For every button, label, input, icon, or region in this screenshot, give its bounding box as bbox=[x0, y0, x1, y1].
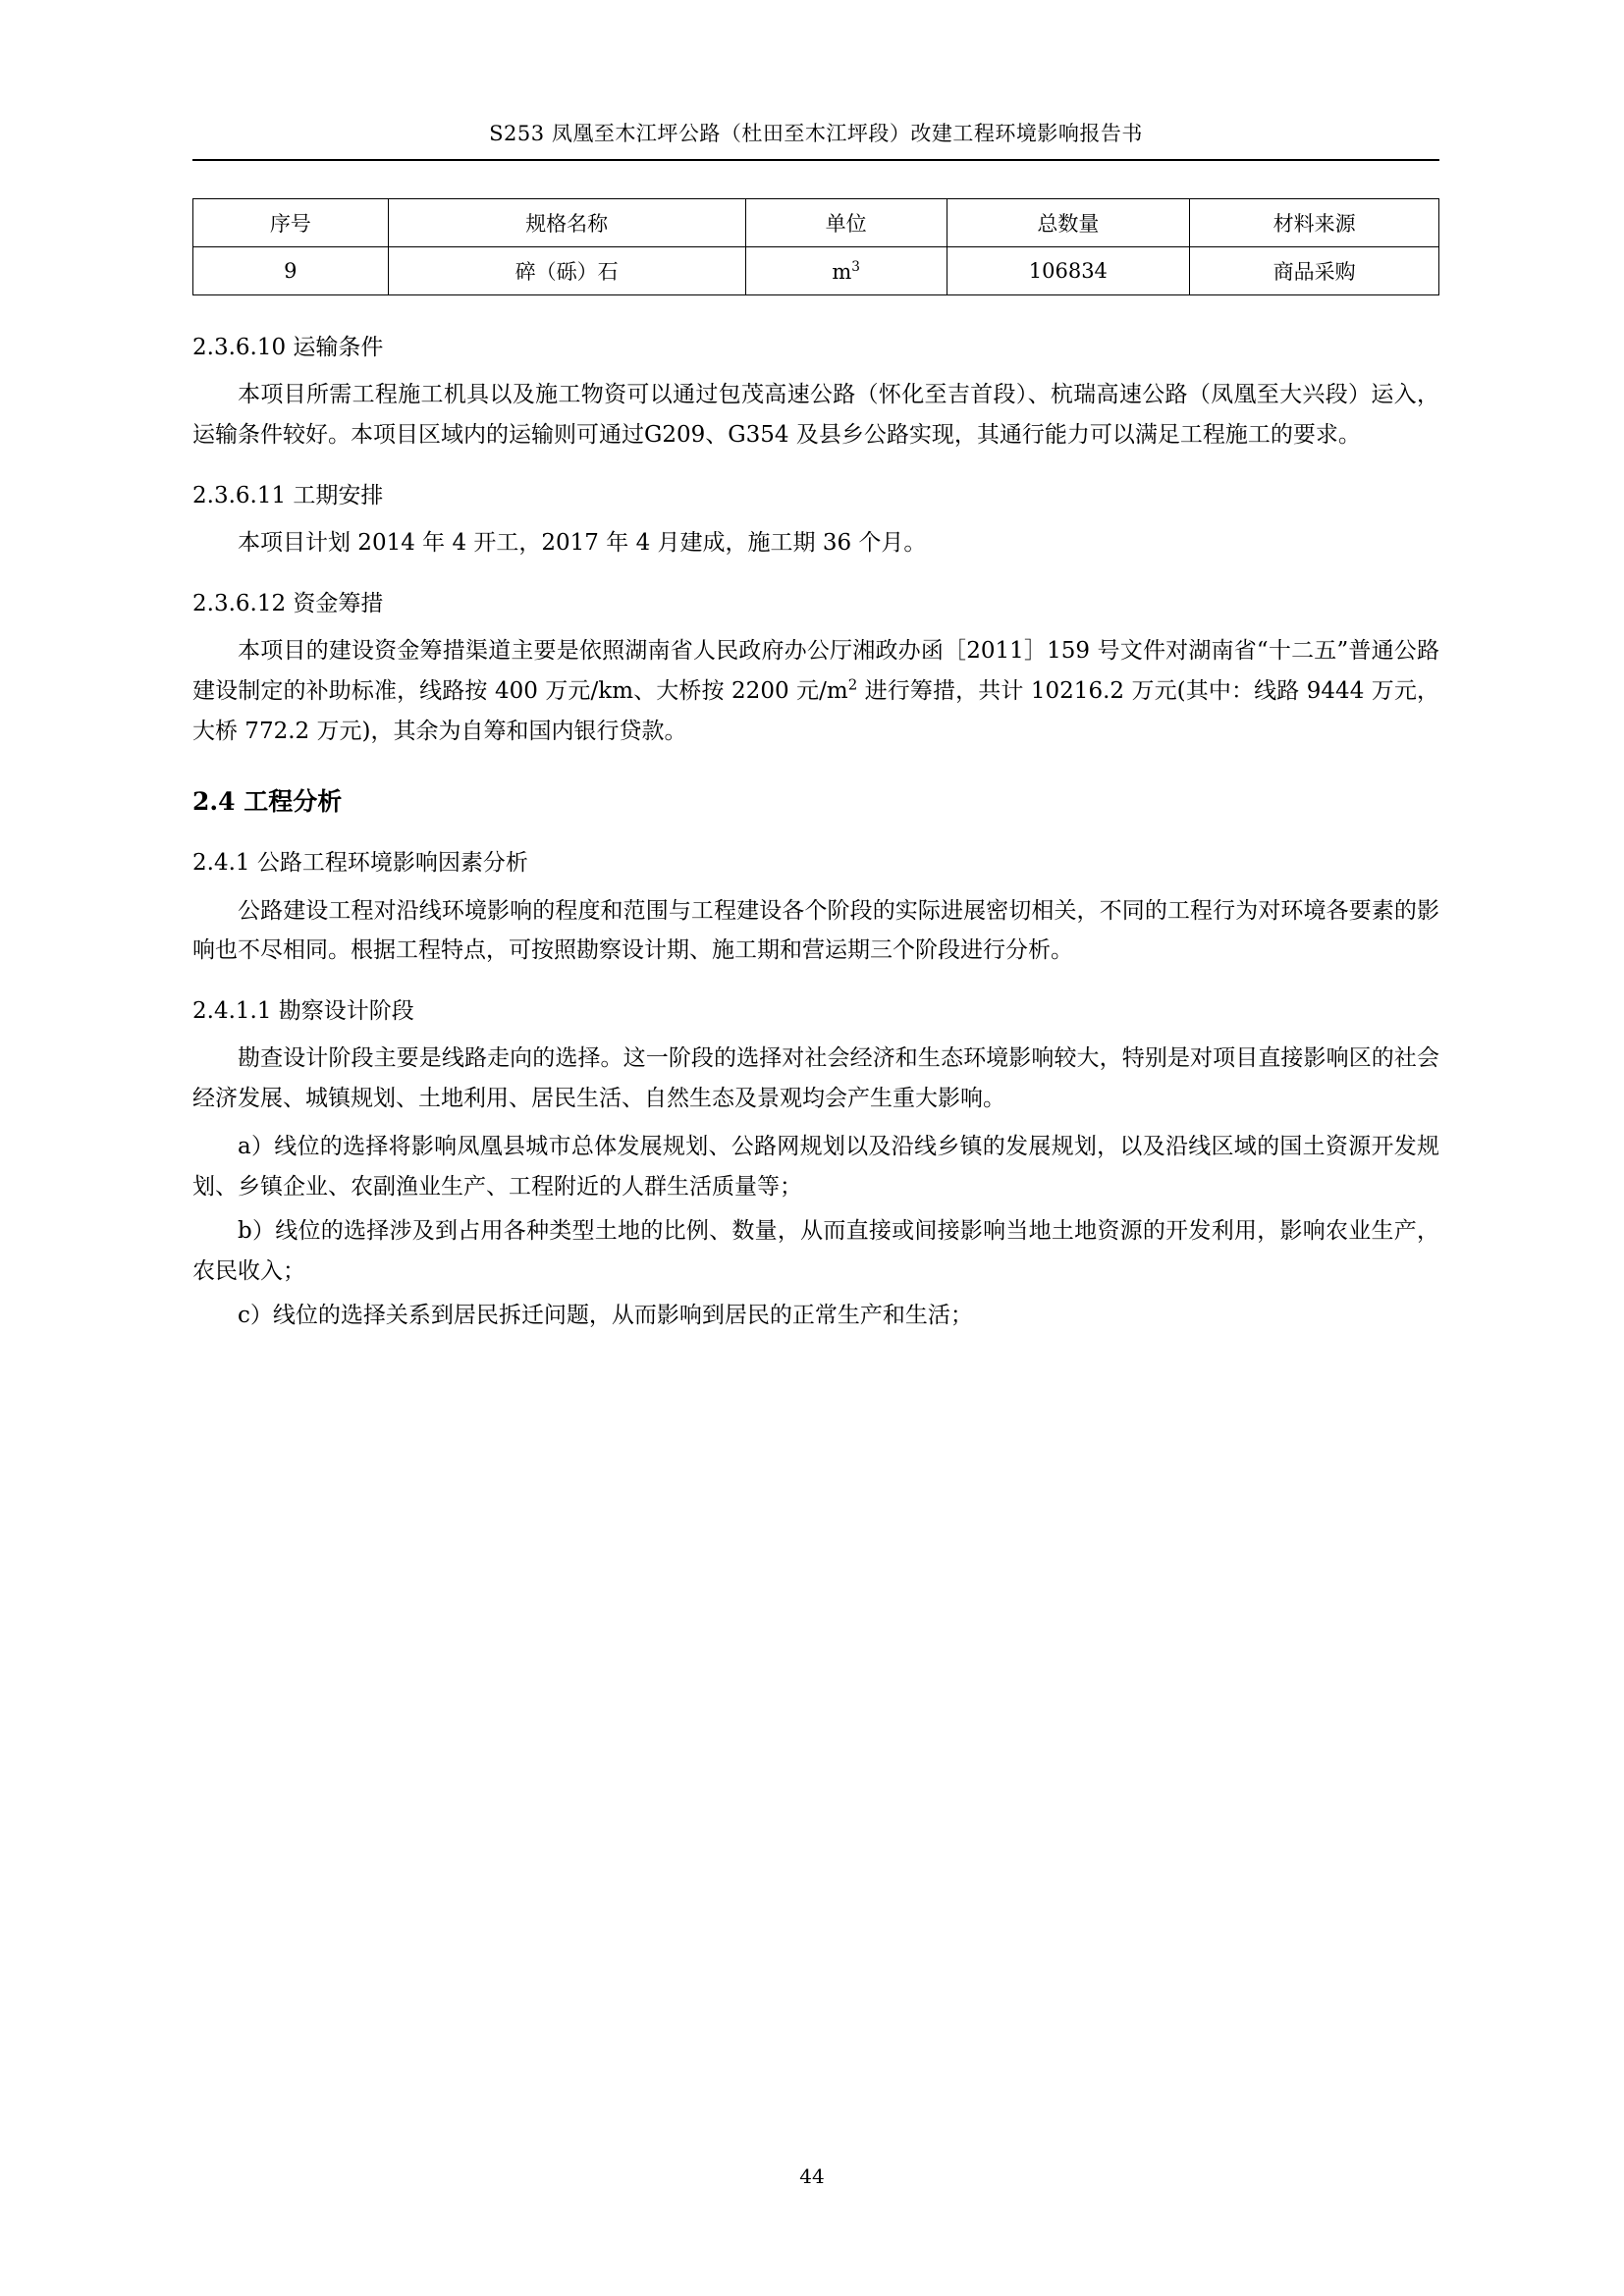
running-header: S253 凤凰至木江坪公路（杜田至木江坪段）改建工程环境影响报告书 bbox=[489, 122, 1143, 145]
cell-source: 商品采购 bbox=[1190, 247, 1439, 295]
heading-2-4: 2.4 工程分析 bbox=[192, 786, 343, 816]
funding-text-part1: 本项目的建设资金筹措渠道主要是依照湖南省人民政府办公厅湘政办函［2011］159 号文件对湖南省“十二五”普通公路建设制定的补助标准，线路按 400 万元/km、大桥按 2200 元/m bbox=[192, 638, 1439, 705]
column-header-no: 序号 bbox=[193, 199, 389, 247]
column-header-unit: 单位 bbox=[745, 199, 947, 247]
material-table bbox=[192, 198, 1439, 295]
column-header-source: 材料来源 bbox=[1190, 199, 1439, 247]
paragraph-survey-design: 勘查设计阶段主要是线路走向的选择。这一阶段的选择对社会经济和生态环境影响较大，特别是对项目直接影响区的社会经济发展、城镇规划、土地利用、居民生活、自然生态及景观均会产生重大影响。 bbox=[192, 1045, 1439, 1112]
funding-text-part2: 进行筹措，共计 10216.2 万元(其中：线路 9444 万元，大桥 772.2 万元)，其余为自筹和国内银行贷款。 bbox=[192, 678, 1439, 744]
column-header-name: 规格名称 bbox=[388, 199, 745, 247]
heading-2-3-6-10: 2.3.6.10 运输条件 bbox=[192, 335, 384, 360]
cell-quantity: 106834 bbox=[947, 247, 1190, 295]
list-item-c: c）线位的选择关系到居民拆迁问题，从而影响到居民的正常生产和生活； bbox=[238, 1303, 973, 1329]
table-row bbox=[193, 247, 1439, 295]
unit-base: m bbox=[832, 259, 852, 284]
paragraph-schedule: 本项目计划 2014 年 4 开工，2017 年 4 月建成，施工期 36 个月。 bbox=[238, 530, 927, 557]
page-number: 44 bbox=[799, 2164, 825, 2188]
paragraph-transport-conditions: 本项目所需工程施工机具以及施工物资可以通过包茂高速公路（怀化至吉首段）、杭瑞高速公路（凤凰至大兴段）运入，运输条件较好。本项目区域内的运输则可通过G209、G354 及县乡公路实现，其通行能力可以满足工程施工的要求。 bbox=[192, 382, 1439, 449]
paragraph-funding bbox=[192, 631, 1439, 752]
column-header-quantity: 总数量 bbox=[947, 199, 1190, 247]
page-content bbox=[192, 118, 1439, 1340]
heading-2-4-1-1: 2.4.1.1 勘察设计阶段 bbox=[192, 998, 414, 1025]
heading-2-3-6-11: 2.3.6.11 工期安排 bbox=[192, 482, 384, 508]
cell-unit bbox=[745, 247, 947, 295]
list-item-b: b）线位的选择涉及到占用各种类型土地的比例、数量，从而直接或间接影响当地土地资源的开发利用，影响农业生产，农民收入； bbox=[192, 1218, 1439, 1285]
unit-exponent: 3 bbox=[851, 258, 860, 275]
paragraph-impact-factors: 公路建设工程对沿线环境影响的程度和范围与工程建设各个阶段的实际进展密切相关，不同的工程行为对环境各要素的影响也不尽相同。根据工程特点，可按照勘察设计期、施工期和营运期三个阶段进行分析。 bbox=[192, 897, 1439, 964]
list-item-a: a）线位的选择将影响凤凰县城市总体发展规划、公路网规划以及沿线乡镇的发展规划，以及沿线区域的国土资源开发规划、乡镇企业、农副渔业生产、工程附近的人群生活质量等； bbox=[192, 1134, 1439, 1201]
heading-2-4-1: 2.4.1 公路工程环境影响因素分析 bbox=[192, 850, 528, 877]
cell-name: 碎（砾）石 bbox=[388, 247, 745, 295]
cell-no: 9 bbox=[193, 247, 389, 295]
table-header-row bbox=[193, 199, 1439, 247]
header-divider bbox=[192, 159, 1439, 161]
funding-exponent: 2 bbox=[847, 675, 858, 694]
heading-2-3-6-12: 2.3.6.12 资金筹措 bbox=[192, 591, 384, 616]
